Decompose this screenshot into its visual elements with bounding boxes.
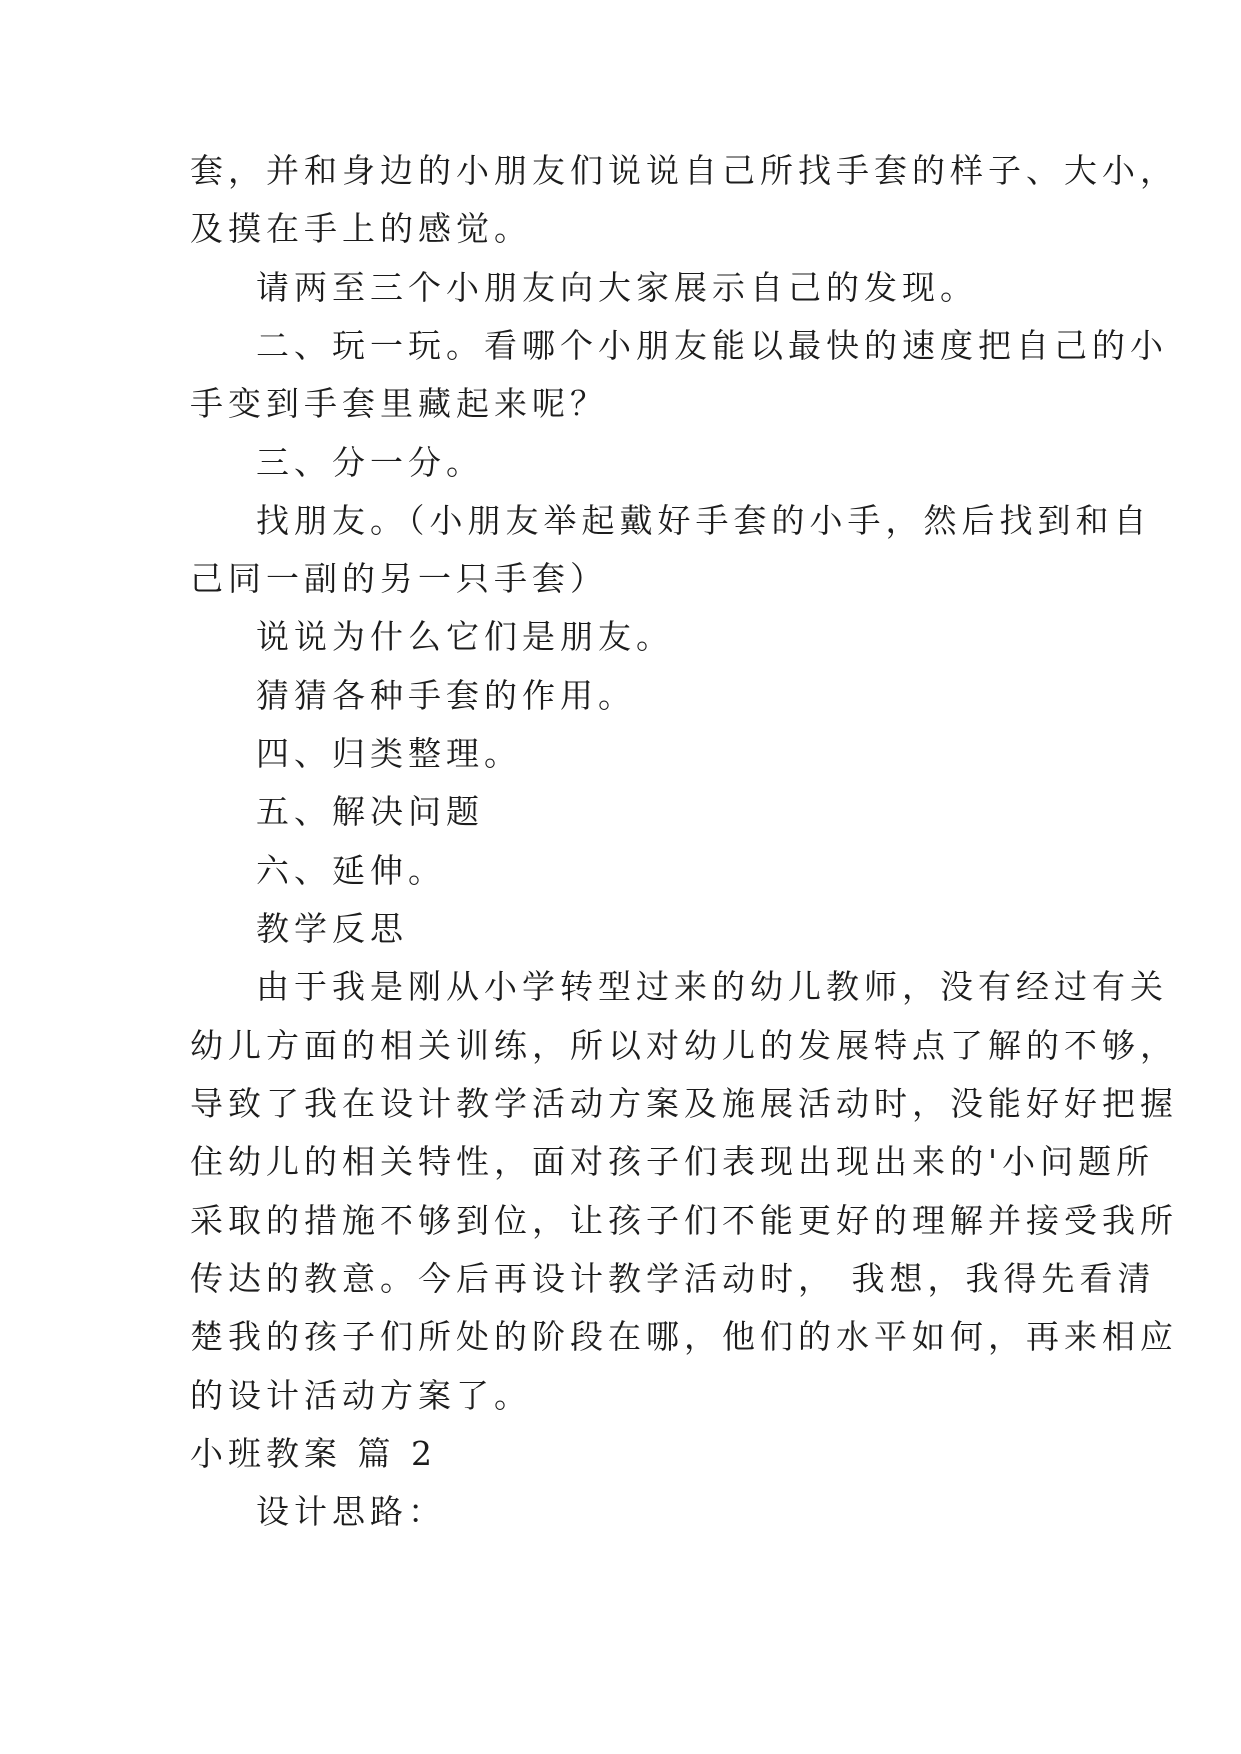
paragraph-line: 套，并和身边的小朋友们说说自己所找手套的样子、大小， [190,151,1178,190]
paragraph-line: 住幼儿的相关特性，面对孩子们表现出现出来的'小问题所 [190,1142,1155,1181]
paragraph-line: 手变到手套里藏起来呢？ [190,384,608,423]
paragraph-line: 导致了我在设计教学活动方案及施展活动时，没能好好把握 [190,1084,1178,1123]
paragraph-line: 找朋友。（小朋友举起戴好手套的小手，然后找到和自 [256,501,1152,540]
section-heading: 设计思路： [256,1492,446,1531]
paragraph-line: 己同一副的另一只手套） [190,559,608,598]
paragraph-line: 幼儿方面的相关训练，所以对幼儿的发展特点了解的不够， [190,1026,1178,1065]
paragraph-line: 猜猜各种手套的作用。 [256,676,636,715]
article-title: 小班教案 篇 2 [190,1434,437,1473]
section-heading: 教学反思 [256,909,408,948]
paragraph-line: 的设计活动方案了。 [190,1376,532,1415]
section-heading: 四、归类整理。 [256,734,522,773]
paragraph-line: 采取的措施不够到位，让孩子们不能更好的理解并接受我所 [190,1201,1178,1240]
paragraph-line: 楚我的孩子们所处的阶段在哪，他们的水平如何，再来相应 [190,1317,1178,1356]
paragraph-line: 请两至三个小朋友向大家展示自己的发现。 [256,268,978,307]
paragraph-line: 二、玩一玩。看哪个小朋友能以最快的速度把自己的小 [256,326,1168,365]
paragraph-line: 及摸在手上的感觉。 [190,209,532,248]
paragraph-line: 说说为什么它们是朋友。 [256,617,674,656]
section-heading: 三、分一分。 [256,443,484,482]
section-heading: 五、解决问题 [256,792,484,831]
paragraph-line: 传达的教意。今后再设计教学活动时， 我想，我得先看清 [190,1259,1156,1298]
section-heading: 六、延伸。 [256,851,446,890]
paragraph-line: 由于我是刚从小学转型过来的幼儿教师，没有经过有关 [256,967,1168,1006]
